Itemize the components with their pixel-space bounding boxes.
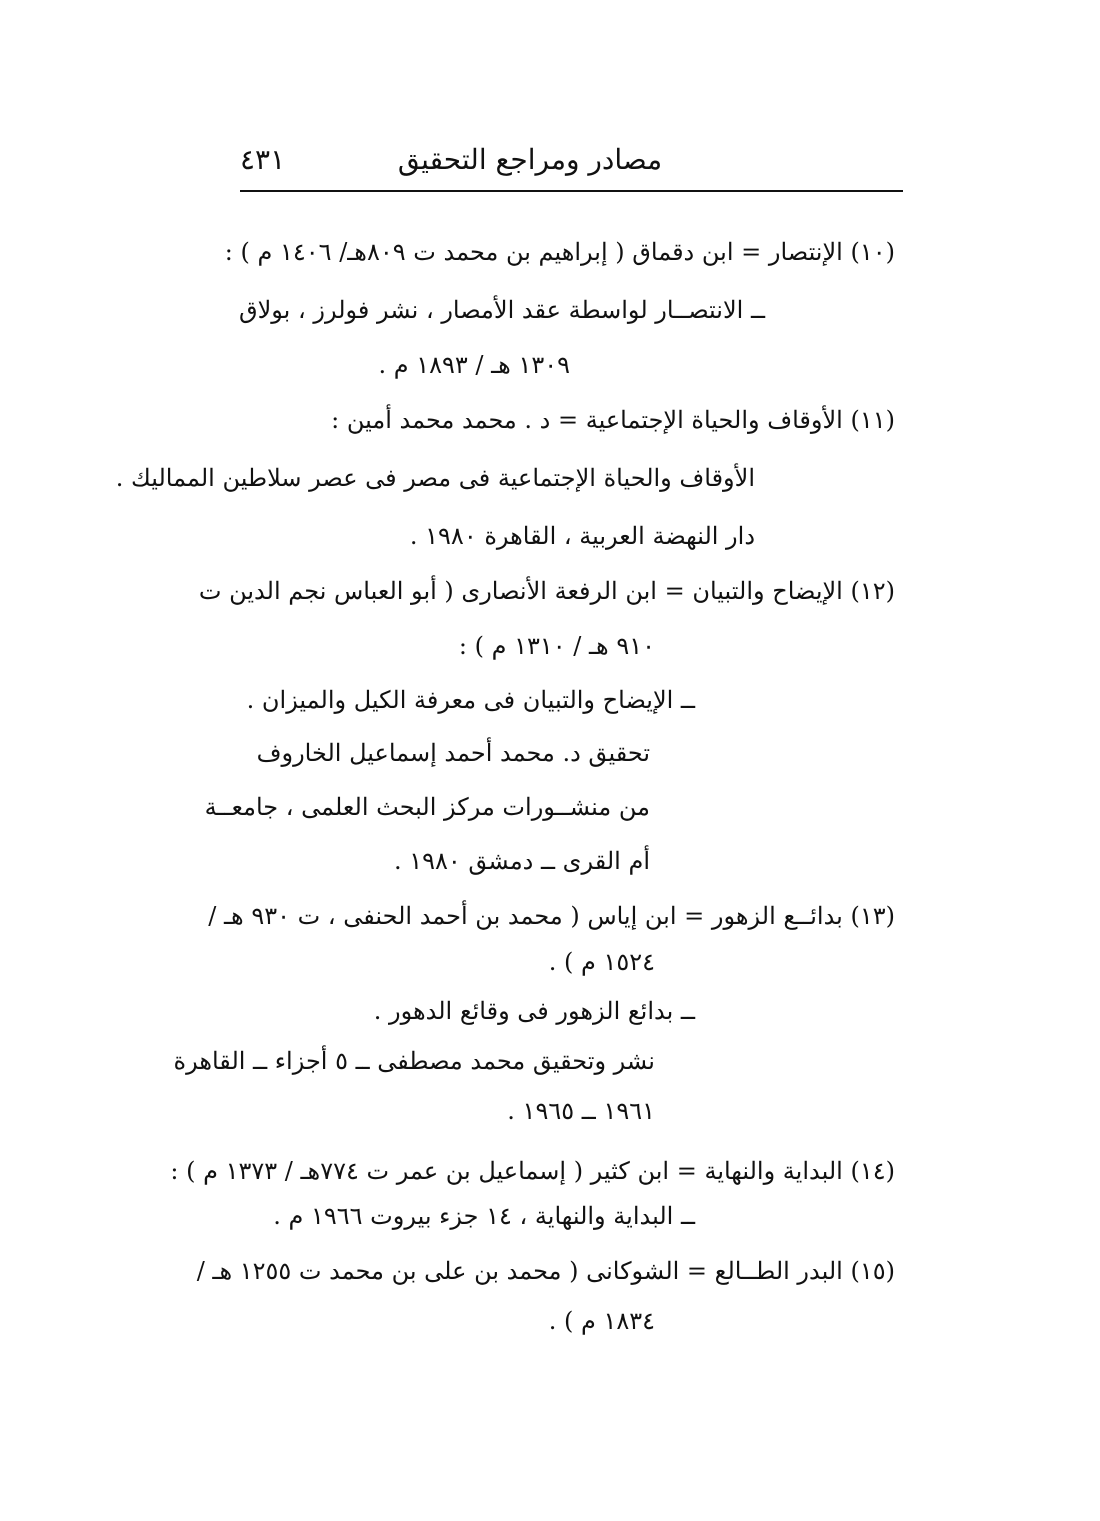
entry-13-heading: (١٣) بدائــع الزهور = ابن إياس ( محمد بن أحمد الحنفى ، ت ٩٣٠ هـ / [208, 902, 895, 930]
entry-13-date: ١٥٢٤ م ) . [548, 948, 655, 976]
header-divider [240, 190, 903, 192]
entry-12-editor: تحقيق د. محمد أحمد إسماعيل الخاروف [256, 739, 650, 767]
entry-10-title: ــ الانتصــار لواسطة عقد الأمصار ، نشر فولرز ، بولاق [238, 296, 765, 324]
entry-12-heading: (١٢) الإيضاح والتبيان = ابن الرفعة الأنصارى ( أبو العباس نجم الدين ت [198, 577, 895, 605]
entry-13-title: ــ بدائع الزهور فى وقائع الدهور . [373, 997, 695, 1025]
entry-11-heading: (١١) الأوقاف والحياة الإجتماعية = د . محمد محمد أمين : [331, 406, 895, 434]
entry-12-date: ٩١٠ هـ / ١٣١٠ م ) : [458, 632, 655, 660]
page-number: ٤٣١ [240, 143, 286, 176]
running-header-title: مصادر ومراجع التحقيق [397, 143, 663, 176]
entry-14-heading: (١٤) البداية والنهاية = ابن كثير ( إسماعيل بن عمر ت ٧٧٤هـ / ١٣٧٣ م ) : [170, 1157, 895, 1185]
entry-13-publisher: نشر وتحقيق محمد مصطفى ــ ٥ أجزاء ــ القاهرة [173, 1047, 655, 1075]
entry-11-publisher: دار النهضة العربية ، القاهرة ١٩٨٠ . [409, 522, 755, 550]
entry-10-heading: (١٠) الإنتصار = ابن دقماق ( إبراهيم بن محمد ت ٨٠٩هـ/ ١٤٠٦ م ) : [224, 238, 895, 266]
entry-13-years: ١٩٦١ ــ ١٩٦٥ . [507, 1097, 655, 1125]
entry-12-title: ــ الإيضاح والتبيان فى معرفة الكيل والميزان . [246, 686, 695, 714]
entry-10-date: ١٣٠٩ هـ / ١٨٩٣ م . [378, 351, 570, 379]
entry-14-title: ــ البداية والنهاية ، ١٤ جزء بيروت ١٩٦٦ م . [273, 1202, 695, 1230]
entry-11-title: الأوقاف والحياة الإجتماعية فى مصر فى عصر سلاطين المماليك . [115, 464, 755, 492]
entry-12-publisher: من منشــورات مركز البحث العلمى ، جامعــة [204, 793, 650, 821]
entry-12-place: أم القرى ــ دمشق ١٩٨٠ . [393, 847, 650, 875]
entry-15-date: ١٨٣٤ م ) . [548, 1307, 655, 1335]
entry-15-heading: (١٥) البدر الطــالع = الشوكانى ( محمد بن على بن محمد ت ١٢٥٥ هـ / [196, 1257, 895, 1285]
